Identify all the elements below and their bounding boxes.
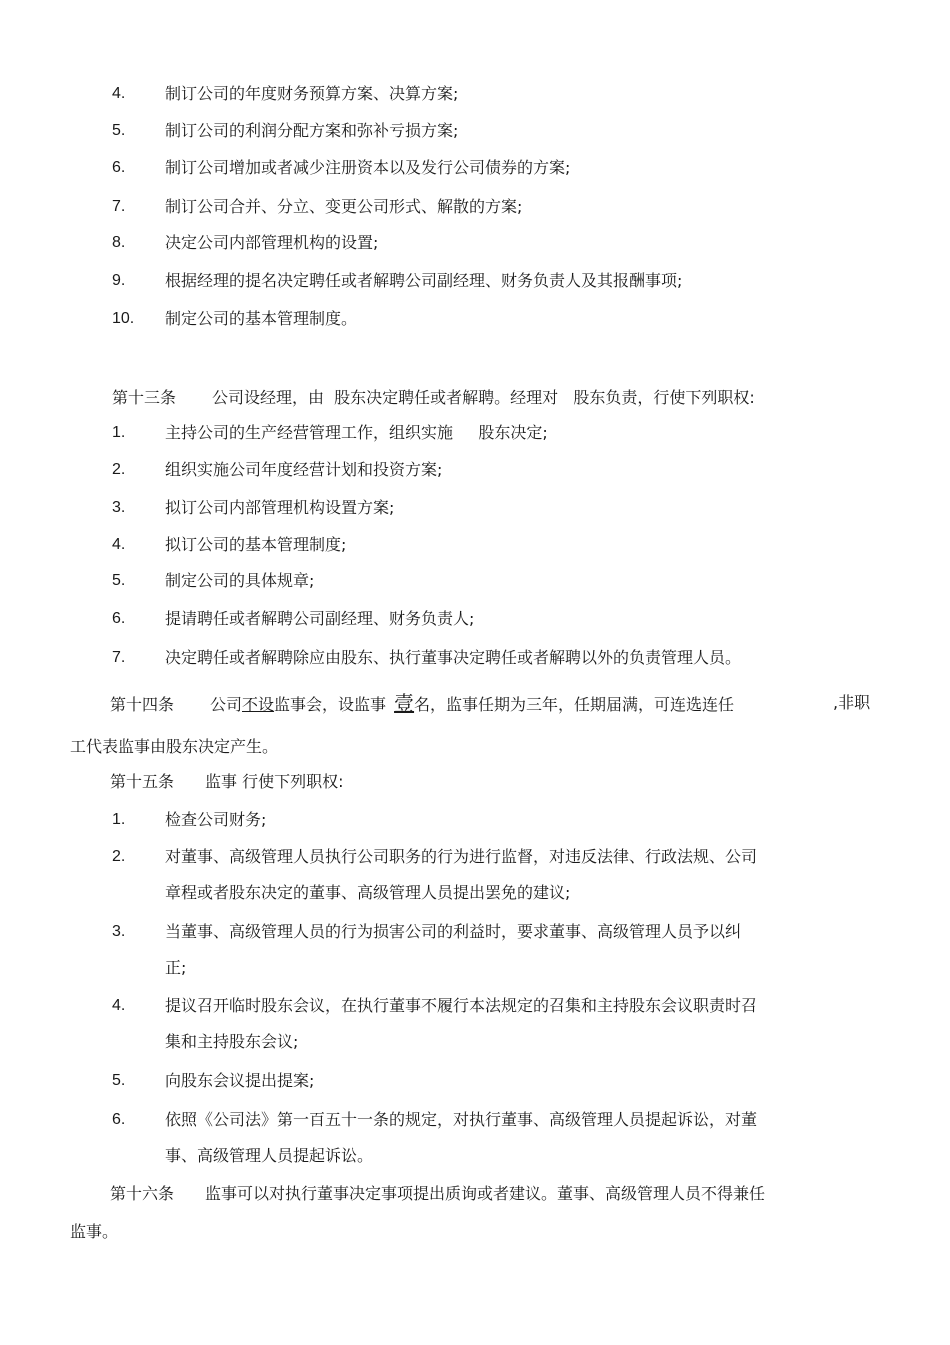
article-text: 工代表监事由股东决定产生。 bbox=[70, 737, 279, 756]
item-text: 决定公司内部管理机构的设置; bbox=[165, 233, 379, 252]
item-number: 6. bbox=[112, 159, 126, 176]
item-text: 提请聘任或者解聘公司副经理、财务负责人; bbox=[165, 609, 475, 628]
item-text: 制定公司的基本管理制度。 bbox=[165, 309, 358, 328]
item-number: 3. bbox=[112, 499, 126, 516]
item-text: 根据经理的提名决定聘任或者解聘公司副经理、财务负责人及其报酬事项; bbox=[165, 271, 683, 290]
article-heading: 第十四条 bbox=[110, 695, 175, 714]
item-text: 制订公司的年度财务预算方案、决算方案; bbox=[165, 84, 459, 103]
item-number: 7. bbox=[112, 198, 126, 215]
item-number: 6. bbox=[112, 1111, 126, 1128]
item-text: 提议召开临时股东会议，在执行董事不履行本法规定的召集和主持股东会议职责时召 bbox=[165, 996, 758, 1015]
article-13 bbox=[112, 380, 755, 416]
item-text: 主持公司的生产经营管理工作，组织实施 股东决定; bbox=[165, 423, 548, 442]
article-text: 公司设经理，由 股东决定聘任或者解聘。经理对 股东负责，行使下列职权: bbox=[212, 388, 755, 407]
item-number: 4. bbox=[112, 536, 126, 553]
item-text: 当董事、高级管理人员的行为损害公司的利益时，要求董事、高级管理人员予以纠 bbox=[165, 922, 742, 941]
item-number: 4. bbox=[112, 997, 126, 1014]
item-text: 制订公司的利润分配方案和弥补亏损方案; bbox=[165, 121, 459, 140]
article-14-line2 bbox=[70, 729, 278, 765]
item-text: 检查公司财务; bbox=[165, 810, 267, 829]
item-number: 5. bbox=[112, 122, 126, 139]
article-text: 监事 行使下列职权: bbox=[205, 772, 344, 791]
item-text: 制订公司合并、分立、变更公司形式、解散的方案; bbox=[165, 197, 523, 216]
item-text: 对董事、高级管理人员执行公司职务的行为进行监督，对违反法律、行政法规、公司 bbox=[165, 847, 758, 866]
item-number: 1. bbox=[112, 811, 126, 828]
article-14 bbox=[110, 685, 734, 723]
article-15 bbox=[110, 764, 343, 800]
item-text: 制定公司的具体规章; bbox=[165, 571, 315, 590]
item-number: 7. bbox=[112, 649, 126, 666]
item-number: 1. bbox=[112, 424, 126, 441]
underlined-value: 不设 bbox=[242, 695, 275, 714]
article-16-line2 bbox=[70, 1214, 118, 1250]
item-number: 2. bbox=[112, 848, 126, 865]
article-16 bbox=[110, 1176, 765, 1212]
item-number: 3. bbox=[112, 923, 126, 940]
item-text: 决定聘任或者解聘除应由股东、执行董事决定聘任或者解聘以外的负责管理人员。 bbox=[165, 648, 742, 667]
item-text-continued: 集和主持股东会议; bbox=[165, 1032, 299, 1051]
article-text: 监事会，设监事 bbox=[274, 695, 387, 714]
item-text: 拟订公司的基本管理制度; bbox=[165, 535, 347, 554]
article-heading: 第十六条 bbox=[110, 1184, 175, 1203]
item-number: 8. bbox=[112, 234, 126, 251]
item-text: 依照《公司法》第一百五十一条的规定，对执行董事、高级管理人员提起诉讼，对董 bbox=[165, 1110, 758, 1129]
article-text: 公司 bbox=[210, 695, 243, 714]
item-number: 2. bbox=[112, 461, 126, 478]
article-heading: 第十三条 bbox=[112, 388, 177, 407]
item-text: 拟订公司内部管理机构设置方案; bbox=[165, 498, 395, 517]
item-number: 9. bbox=[112, 272, 126, 289]
item-number: 4. bbox=[112, 85, 126, 102]
item-number: 5. bbox=[112, 1072, 126, 1089]
item-number: 6. bbox=[112, 610, 126, 627]
article-14-tail bbox=[833, 685, 870, 721]
article-text: ,非职 bbox=[833, 693, 871, 712]
item-number: 10. bbox=[112, 310, 135, 327]
article-heading: 第十五条 bbox=[110, 772, 175, 791]
item-number: 5. bbox=[112, 572, 126, 589]
item-text-continued: 章程或者股东决定的董事、高级管理人员提出罢免的建议; bbox=[165, 883, 571, 902]
underlined-value: 壹 bbox=[394, 691, 415, 715]
article-text: 监事可以对执行董事决定事项提出质询或者建议。董事、高级管理人员不得兼任 bbox=[205, 1184, 766, 1203]
item-text-continued: 事、高级管理人员提起诉讼。 bbox=[165, 1146, 374, 1165]
item-text: 制订公司增加或者减少注册资本以及发行公司债券的方案; bbox=[165, 158, 571, 177]
article-text: 监事。 bbox=[70, 1222, 119, 1241]
article-text: 名，监事任期为三年，任期届满，可连选连任 bbox=[414, 695, 735, 714]
item-text: 组织实施公司年度经营计划和投资方案; bbox=[165, 460, 443, 479]
item-text: 向股东会议提出提案; bbox=[165, 1071, 315, 1090]
item-text-continued: 正; bbox=[165, 958, 187, 977]
